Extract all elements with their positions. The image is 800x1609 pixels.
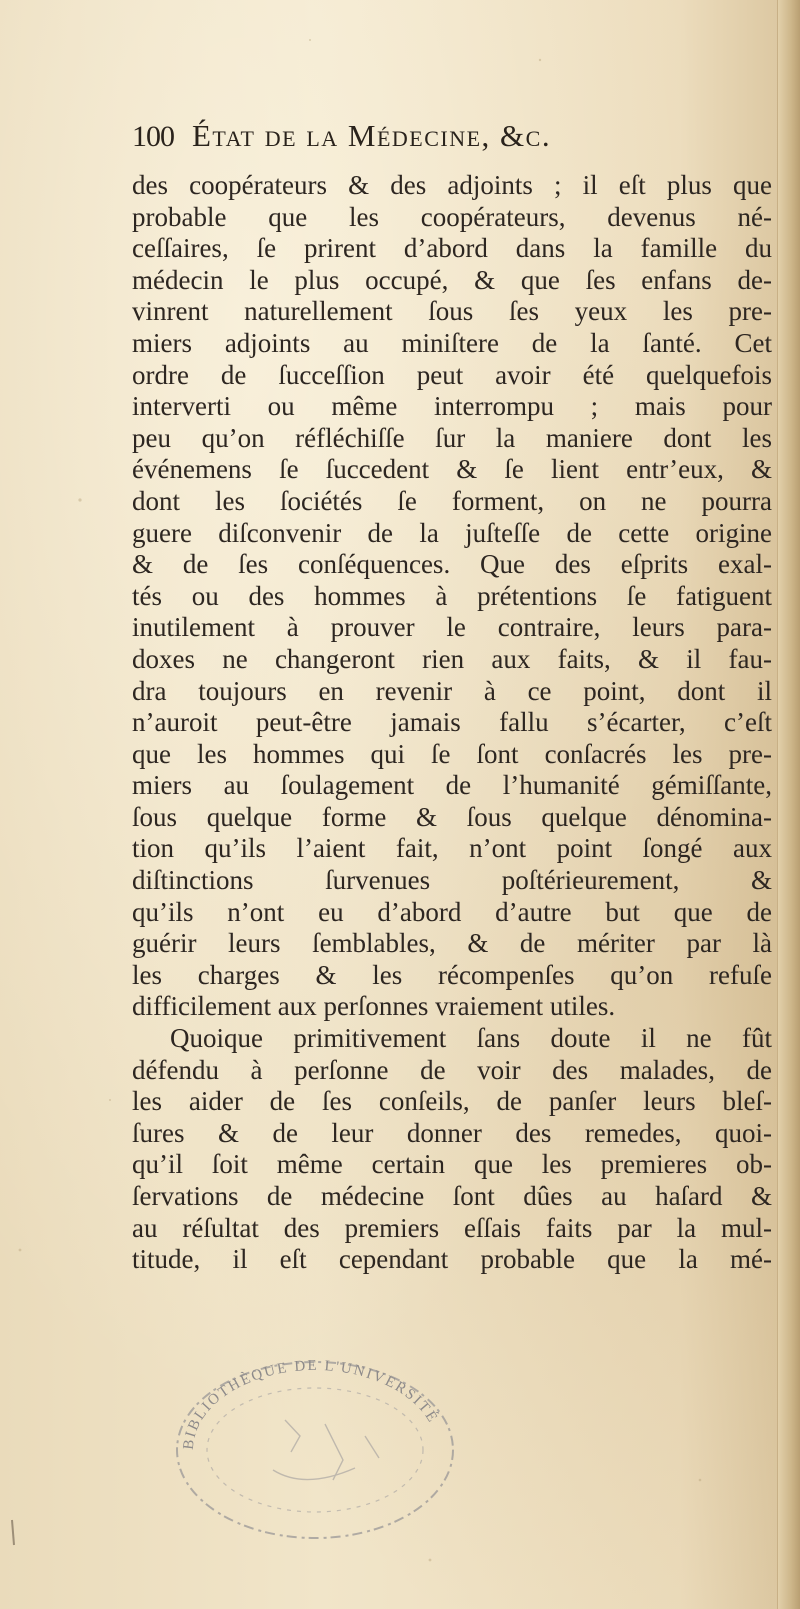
text-line: guere diſconvenir de la juſteſſe de cette origine: [132, 517, 772, 548]
running-header: [132, 118, 712, 160]
text-line: des coopérateurs & des adjoints ; il eſt plus que: [132, 170, 772, 200]
text-line: miers au ſoulagement de l’humanité gémiſſante,: [132, 770, 772, 801]
text-line: les charges & les récompenſes qu’on refuſe: [132, 959, 772, 990]
text-line: vinrent naturellement ſous ſes yeux les pre-: [132, 296, 772, 327]
text-line: dra toujours en revenir à ce point, dont il: [132, 675, 772, 706]
text-line: ceſſaires, ſe prirent d’abord dans la famille du: [132, 233, 772, 264]
text-line: ordre de ſucceſſion peut avoir été quelquefois: [132, 359, 772, 390]
text-line: défendu à perſonne de voir des malades, de: [132, 1054, 772, 1085]
text-line: interverti ou même interrompu ; mais pour: [132, 391, 772, 422]
text-line: n’auroit peut-être jamais fallu s’écarter, c’eſt: [132, 707, 772, 738]
text-line: les aider de ſes conſeils, de panſer leurs bleſ-: [132, 1086, 772, 1117]
text-line: que les hommes qui ſe ſont conſacrés les pre-: [132, 738, 772, 769]
text-line: guérir leurs ſemblables, & de mériter par là: [132, 928, 772, 959]
text-line: ſous quelque forme & ſous quelque dénomina-: [132, 801, 772, 832]
text-line: qu’ils n’ont eu d’abord d’autre but que de: [132, 896, 772, 927]
text-line: ſures & de leur donner des remedes, quoi-: [132, 1117, 772, 1148]
stamp-inscription: BIBLIOTHÈQUE DE L'UNIVERSITÉ: [180, 1357, 441, 1451]
text-line: tion qu’ils l’aient fait, n’ont point ſongé aux: [132, 833, 772, 864]
text-line: probable que les coopérateurs, devenus né-: [132, 201, 772, 232]
text-line: titude, il eſt cependant probable que la mé-: [132, 1244, 772, 1275]
text-line: doxes ne changeront rien aux faits, & il fau-: [132, 643, 772, 674]
text-line: Quoique primitivement ſans doute il ne fût: [170, 1023, 772, 1054]
paragraph-2: [132, 1023, 772, 1276]
running-title: État de la Médecine, &c.: [192, 118, 552, 153]
text-line: & de ſes conſéquences. Que des eſprits exal-: [132, 549, 772, 580]
text-line: dont les ſociétés ſe forment, on ne pourra: [132, 485, 772, 516]
paragraph-1: [132, 170, 772, 1023]
text-line: diſtinctions ſurvenues poſtérieurement, &: [132, 865, 772, 896]
text-line: peu qu’on réfléchiſſe ſur la maniere dont les: [132, 422, 772, 453]
text-line: qu’il ſoit même certain que les premieres ob-: [132, 1149, 772, 1180]
text-line: difficilement aux perſonnes vraiement utiles.: [132, 991, 616, 1022]
text-line: au réſultat des premiers eſſais faits par la mul-: [132, 1212, 772, 1243]
text-line: ſervations de médecine ſont dûes au haſard &: [132, 1181, 772, 1211]
text-line: miers adjoints au miniſtere de la ſanté. Cet: [132, 327, 772, 358]
text-line: inutilement à prouver le contraire, leurs para-: [132, 612, 772, 643]
text-line: événemens ſe ſuccedent & ſe lient entr’eux, &: [132, 454, 772, 485]
text-line: médecin le plus occupé, & que ſes enfans de-: [132, 264, 772, 295]
library-stamp: [165, 1340, 465, 1540]
text-line: tés ou des hommes à prétentions ſe fatiguent: [132, 580, 772, 611]
page-number: 100: [132, 120, 174, 153]
body-text: [132, 170, 772, 1276]
page-edge: [777, 0, 800, 1609]
